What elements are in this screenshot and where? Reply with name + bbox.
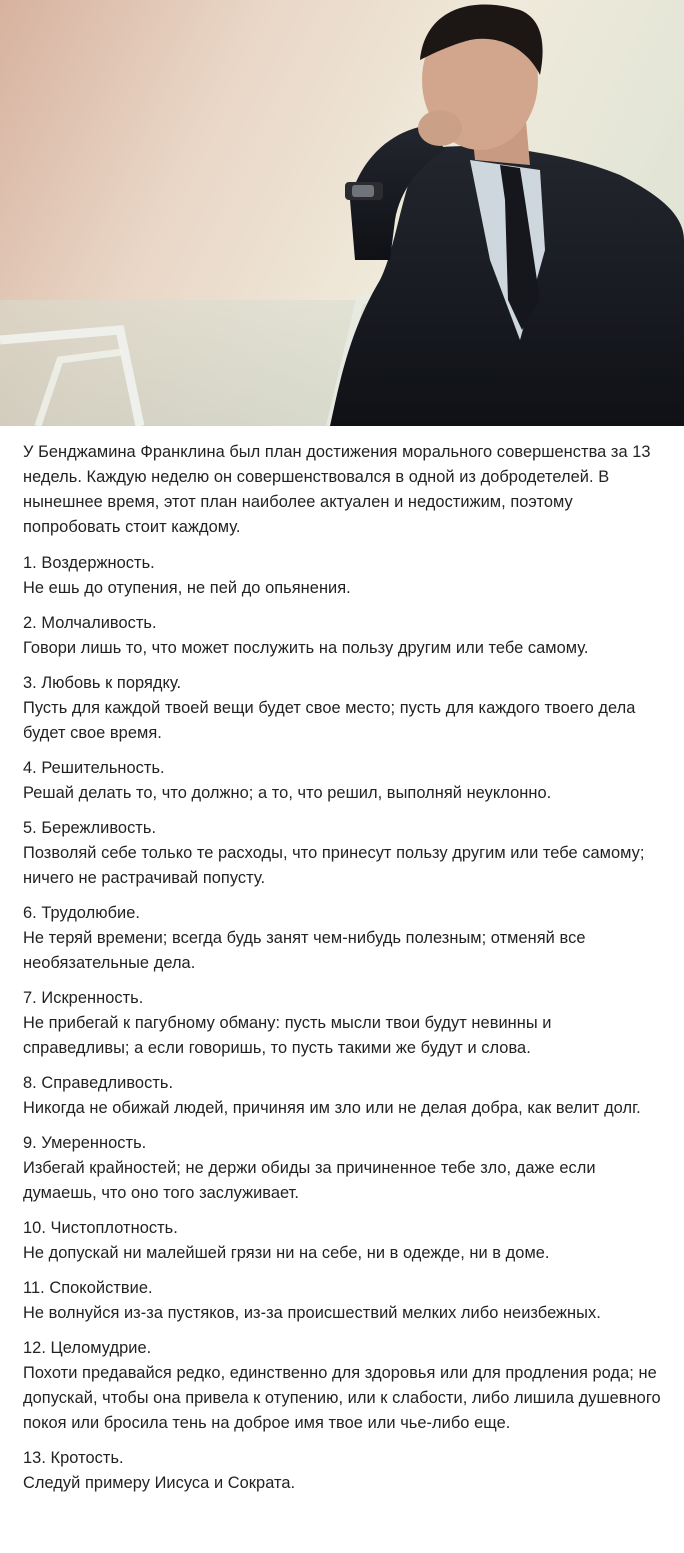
- header-photo: [0, 0, 684, 426]
- intro-paragraph: У Бенджамина Франклина был план достижения морального совершенства за 13 недель. Каждую неделю он совершенствовался в одной из добродетелей. В нынешнее время, этот план наиболее актуален и недостижим, поэтому попробовать стоит каждому.: [23, 443, 651, 536]
- virtue-text: Никогда не обижай людей, причиняя им зло или не делая добра, как велит долг.: [23, 1099, 641, 1117]
- virtue-item: [23, 671, 662, 746]
- virtue-title: 1. Воздержность.: [23, 554, 155, 572]
- virtue-title: 6. Трудолюбие.: [23, 904, 140, 922]
- virtue-item: [23, 551, 662, 601]
- virtue-title: 11. Спокойствие.: [23, 1279, 153, 1297]
- article-body: [0, 426, 684, 1496]
- virtue-item: [23, 1131, 662, 1206]
- virtue-text: Не теряй времени; всегда будь занят чем-нибудь полезным; отменяй все необязательные дела.: [23, 929, 586, 972]
- virtue-text: Избегай крайностей; не держи обиды за причиненное тебе зло, даже если думаешь, что оно того заслуживает.: [23, 1159, 596, 1202]
- virtue-title: 7. Искренность.: [23, 989, 144, 1007]
- virtue-item: [23, 1276, 662, 1326]
- virtue-text: Не ешь до отупения, не пей до опьянения.: [23, 579, 351, 597]
- virtue-item: [23, 986, 662, 1061]
- virtue-title: 3. Любовь к порядку.: [23, 674, 182, 692]
- virtue-text: Пусть для каждой твоей вещи будет свое место; пусть для каждого твоего дела будет свое время.: [23, 699, 636, 742]
- virtue-item: [23, 1336, 662, 1436]
- virtue-item: [23, 1216, 662, 1266]
- virtue-text: Позволяй себе только те расходы, что принесут пользу другим или тебе самому; ничего не растрачивай попусту.: [23, 844, 645, 887]
- virtue-item: [23, 756, 662, 806]
- virtue-item: [23, 901, 662, 976]
- virtue-text: Не прибегай к пагубному обману: пусть мысли твои будут невинны и справедливы; а если говоришь, то пусть такими же будут и слова.: [23, 1014, 552, 1057]
- virtue-title: 12. Целомудрие.: [23, 1339, 152, 1357]
- virtue-item: [23, 816, 662, 891]
- man-in-suit-illustration: [0, 0, 684, 426]
- virtue-title: 13. Кротость.: [23, 1449, 124, 1467]
- virtue-text: Не допускай ни малейшей грязи ни на себе, ни в одежде, ни в доме.: [23, 1244, 550, 1262]
- virtue-text: Решай делать то, что должно; а то, что решил, выполняй неуклонно.: [23, 784, 552, 802]
- virtue-title: 5. Бережливость.: [23, 819, 157, 837]
- virtue-title: 9. Умеренность.: [23, 1134, 147, 1152]
- virtue-item: [23, 1446, 662, 1496]
- virtue-title: 10. Чистоплотность.: [23, 1219, 178, 1237]
- virtue-title: 2. Молчаливость.: [23, 614, 157, 632]
- virtue-text: Похоти предавайся редко, единственно для здоровья или для продления рода; не допускай, чтобы она привела к отупению, или к слабости, либо лишила душевного покоя или бросила тень на доброе имя твое или чье-либо еще.: [23, 1364, 661, 1432]
- virtue-title: 4. Решительность.: [23, 759, 165, 777]
- virtue-text: Говори лишь то, что может послужить на пользу другим или тебе самому.: [23, 639, 589, 657]
- virtue-item: [23, 1071, 662, 1121]
- virtue-text: Не волнуйся из-за пустяков, из-за происшествий мелких либо неизбежных.: [23, 1304, 601, 1322]
- virtue-text: Следуй примеру Иисуса и Сократа.: [23, 1474, 296, 1492]
- virtue-title: 8. Справедливость.: [23, 1074, 174, 1092]
- virtue-item: [23, 611, 662, 661]
